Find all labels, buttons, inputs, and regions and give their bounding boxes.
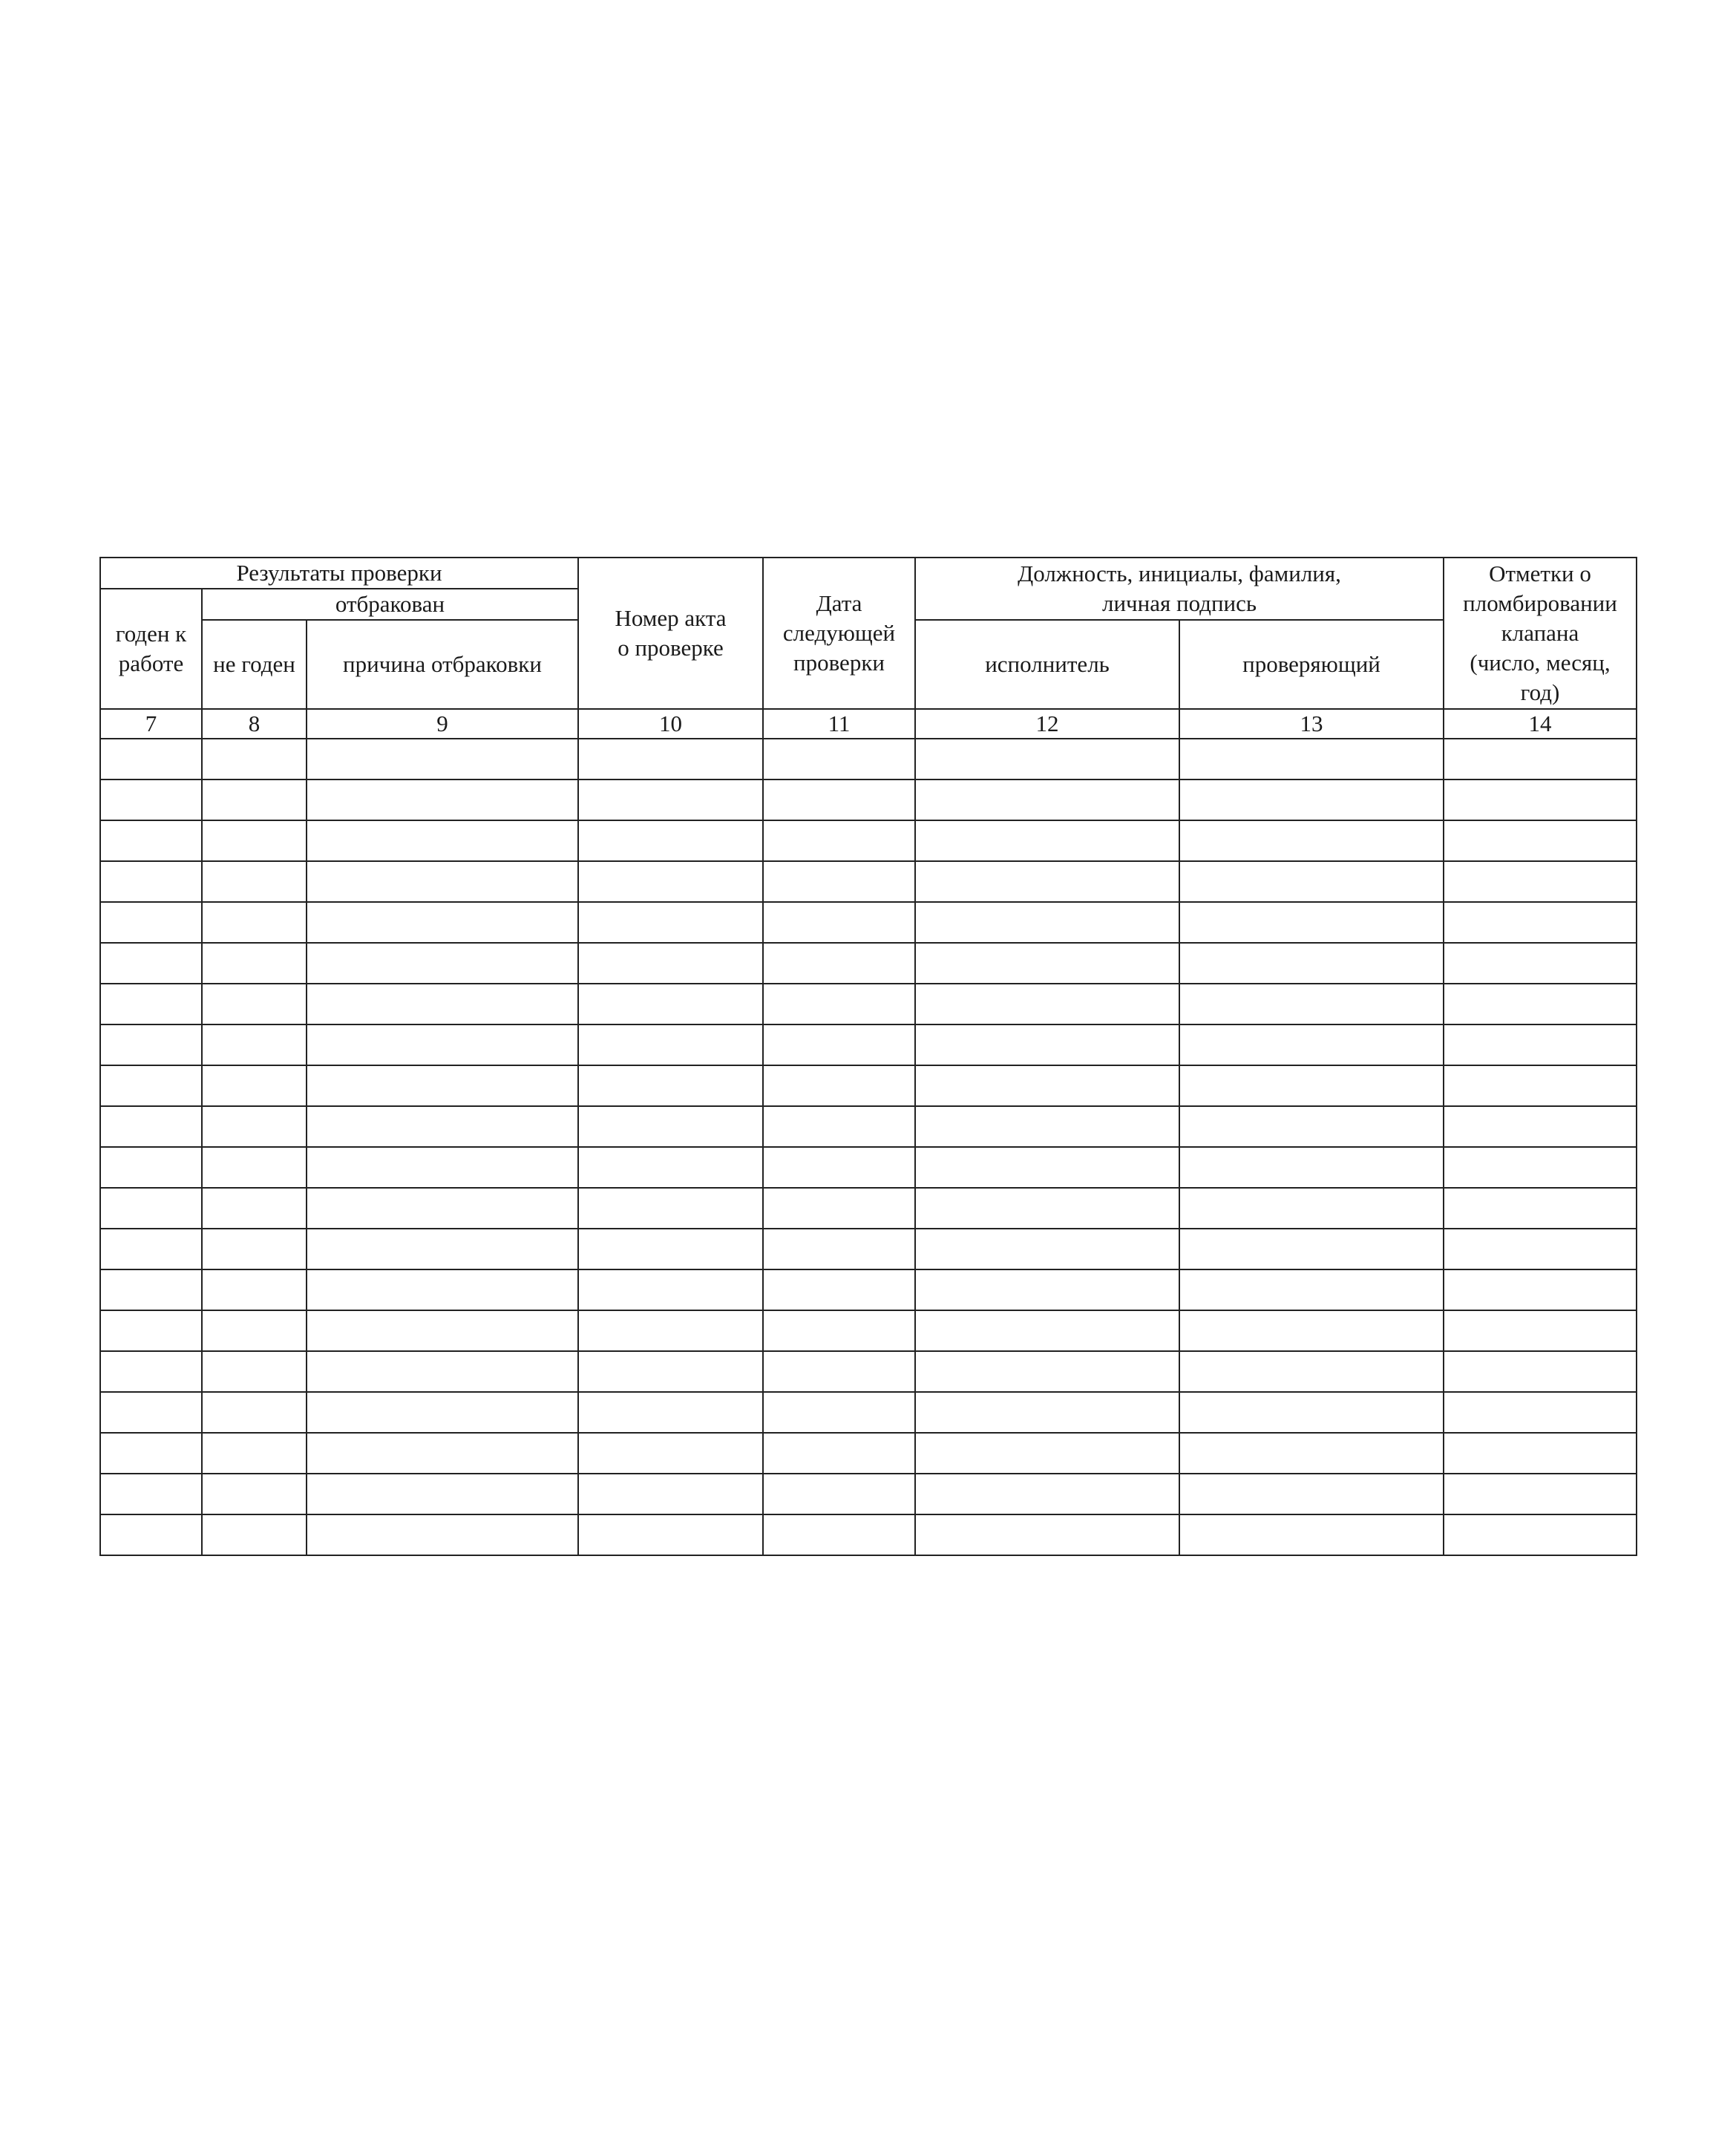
column-number: 7	[100, 709, 202, 739]
empty-cell[interactable]	[1179, 1392, 1444, 1433]
empty-cell[interactable]	[763, 1351, 915, 1392]
table-row	[100, 1351, 1637, 1392]
empty-cell[interactable]	[1444, 1147, 1637, 1188]
empty-cell[interactable]	[1444, 1351, 1637, 1392]
column-number: 9	[307, 709, 578, 739]
empty-cell[interactable]	[307, 1229, 578, 1269]
empty-cell[interactable]	[202, 1024, 307, 1065]
empty-cell[interactable]	[307, 1269, 578, 1310]
empty-cell[interactable]	[915, 1188, 1179, 1229]
empty-cell[interactable]	[763, 1106, 915, 1147]
empty-cell[interactable]	[578, 861, 763, 902]
empty-cell[interactable]	[307, 1514, 578, 1555]
empty-cell[interactable]	[763, 1310, 915, 1351]
empty-cell[interactable]	[307, 861, 578, 902]
table-row	[100, 1269, 1637, 1310]
empty-cell[interactable]	[763, 861, 915, 902]
empty-cell[interactable]	[763, 1229, 915, 1269]
empty-cell[interactable]	[578, 780, 763, 820]
column-number: 14	[1444, 709, 1637, 739]
empty-cell[interactable]	[1179, 902, 1444, 943]
empty-cell[interactable]	[100, 1065, 202, 1106]
empty-cell[interactable]	[307, 1351, 578, 1392]
empty-cell[interactable]	[578, 820, 763, 861]
header-position-group: Должность, инициалы, фамилия, личная подпись	[915, 558, 1444, 620]
column-number: 12	[915, 709, 1179, 739]
table-row	[100, 1147, 1637, 1188]
empty-cell[interactable]	[578, 1188, 763, 1229]
empty-cell[interactable]	[307, 739, 578, 780]
header-inspector: проверяющий	[1179, 620, 1444, 709]
empty-cell[interactable]	[307, 1433, 578, 1474]
header-unfit: не годен	[202, 620, 307, 709]
empty-cell[interactable]	[915, 739, 1179, 780]
empty-cell[interactable]	[915, 1024, 1179, 1065]
empty-cell[interactable]	[763, 1147, 915, 1188]
empty-cell[interactable]	[202, 1514, 307, 1555]
empty-cell[interactable]	[100, 1147, 202, 1188]
table-row	[100, 984, 1637, 1024]
empty-cell[interactable]	[100, 1229, 202, 1269]
column-number: 8	[202, 709, 307, 739]
empty-cell[interactable]	[578, 1269, 763, 1310]
empty-cell[interactable]	[307, 1474, 578, 1514]
empty-cell[interactable]	[202, 1433, 307, 1474]
empty-cell[interactable]	[578, 1474, 763, 1514]
empty-cell[interactable]	[202, 1351, 307, 1392]
table-row	[100, 902, 1637, 943]
table-row	[100, 820, 1637, 861]
table-row	[100, 1024, 1637, 1065]
empty-cell[interactable]	[1444, 984, 1637, 1024]
empty-cell[interactable]	[307, 1188, 578, 1229]
empty-cell[interactable]	[307, 780, 578, 820]
empty-cell[interactable]	[1444, 820, 1637, 861]
empty-cell[interactable]	[1444, 1229, 1637, 1269]
empty-cell[interactable]	[1444, 780, 1637, 820]
header-rejected: отбракован	[202, 589, 578, 620]
empty-cell[interactable]	[1444, 1433, 1637, 1474]
empty-cell[interactable]	[578, 1229, 763, 1269]
empty-cell[interactable]	[1179, 943, 1444, 984]
empty-cell[interactable]	[100, 820, 202, 861]
empty-cell[interactable]	[1179, 1351, 1444, 1392]
empty-cell[interactable]	[915, 1433, 1179, 1474]
table-row	[100, 1188, 1637, 1229]
empty-cell[interactable]	[763, 739, 915, 780]
empty-cell[interactable]	[100, 1351, 202, 1392]
empty-cell[interactable]	[100, 902, 202, 943]
header-reject-reason: причина отбраковки	[307, 620, 578, 709]
header-results: Результаты проверки	[100, 558, 578, 589]
empty-cell[interactable]	[915, 1106, 1179, 1147]
table-row	[100, 1106, 1637, 1147]
table-row	[100, 943, 1637, 984]
empty-cell[interactable]	[100, 1474, 202, 1514]
empty-cell[interactable]	[578, 1147, 763, 1188]
empty-cell[interactable]	[202, 1392, 307, 1433]
empty-cell[interactable]	[1179, 1433, 1444, 1474]
table-row	[100, 1514, 1637, 1555]
empty-cell[interactable]	[763, 1065, 915, 1106]
empty-cell[interactable]	[915, 820, 1179, 861]
empty-cell[interactable]	[307, 1392, 578, 1433]
empty-cell[interactable]	[763, 780, 915, 820]
empty-cell[interactable]	[100, 1024, 202, 1065]
empty-cell[interactable]	[100, 1310, 202, 1351]
empty-cell[interactable]	[100, 780, 202, 820]
empty-cell[interactable]	[1179, 1269, 1444, 1310]
empty-cell[interactable]	[763, 1392, 915, 1433]
table-row	[100, 739, 1637, 780]
empty-cell[interactable]	[578, 1310, 763, 1351]
empty-cell[interactable]	[915, 1392, 1179, 1433]
empty-cell[interactable]	[578, 943, 763, 984]
empty-cell[interactable]	[763, 1433, 915, 1474]
empty-cell[interactable]	[915, 1310, 1179, 1351]
empty-cell[interactable]	[307, 820, 578, 861]
empty-cell[interactable]	[307, 1024, 578, 1065]
empty-cell[interactable]	[915, 1351, 1179, 1392]
column-number: 10	[578, 709, 763, 739]
empty-cell[interactable]	[100, 1392, 202, 1433]
empty-cell[interactable]	[100, 984, 202, 1024]
empty-cell[interactable]	[100, 943, 202, 984]
empty-cell[interactable]	[1444, 902, 1637, 943]
empty-cell[interactable]	[307, 943, 578, 984]
empty-cell[interactable]	[915, 1474, 1179, 1514]
empty-cell[interactable]	[202, 820, 307, 861]
empty-cell[interactable]	[915, 943, 1179, 984]
empty-cell[interactable]	[763, 943, 915, 984]
empty-cell[interactable]	[763, 902, 915, 943]
empty-cell[interactable]	[1444, 1392, 1637, 1433]
empty-cell[interactable]	[202, 1310, 307, 1351]
empty-cell[interactable]	[1444, 1269, 1637, 1310]
table-row	[100, 780, 1637, 820]
empty-cell[interactable]	[1444, 1310, 1637, 1351]
empty-cell[interactable]	[1444, 1188, 1637, 1229]
empty-cell[interactable]	[578, 739, 763, 780]
empty-cell[interactable]	[763, 1474, 915, 1514]
empty-cell[interactable]	[100, 739, 202, 780]
column-number: 13	[1179, 709, 1444, 739]
empty-cell[interactable]	[1179, 1106, 1444, 1147]
empty-cell[interactable]	[578, 984, 763, 1024]
empty-cell[interactable]	[1444, 1514, 1637, 1555]
empty-cell[interactable]	[578, 1514, 763, 1555]
empty-cell[interactable]	[202, 902, 307, 943]
column-number-row	[100, 709, 1637, 739]
empty-cell[interactable]	[1179, 1065, 1444, 1106]
table-row	[100, 1433, 1637, 1474]
empty-cell[interactable]	[578, 1024, 763, 1065]
empty-cell[interactable]	[100, 1514, 202, 1555]
empty-cell[interactable]	[202, 780, 307, 820]
header-fit: годен к работе	[100, 589, 202, 709]
empty-cell[interactable]	[307, 902, 578, 943]
column-number: 11	[763, 709, 915, 739]
empty-cell[interactable]	[1179, 739, 1444, 780]
empty-cell[interactable]	[1179, 1024, 1444, 1065]
empty-cell[interactable]	[915, 1269, 1179, 1310]
table-row	[100, 1392, 1637, 1433]
empty-cell[interactable]	[100, 1106, 202, 1147]
empty-cell[interactable]	[202, 943, 307, 984]
empty-cell[interactable]	[1179, 1188, 1444, 1229]
empty-cell[interactable]	[1179, 780, 1444, 820]
empty-cell[interactable]	[1444, 1106, 1637, 1147]
empty-cell[interactable]	[1179, 1474, 1444, 1514]
empty-cell[interactable]	[915, 1514, 1179, 1555]
empty-cell[interactable]	[307, 1106, 578, 1147]
empty-cell[interactable]	[202, 1147, 307, 1188]
empty-cell[interactable]	[202, 1269, 307, 1310]
empty-cell[interactable]	[915, 1147, 1179, 1188]
empty-cell[interactable]	[100, 1188, 202, 1229]
empty-cell[interactable]	[1179, 1229, 1444, 1269]
empty-cell[interactable]	[202, 1229, 307, 1269]
empty-cell[interactable]	[763, 984, 915, 1024]
empty-cell[interactable]	[1179, 861, 1444, 902]
empty-cell[interactable]	[307, 984, 578, 1024]
empty-cell[interactable]	[202, 984, 307, 1024]
header-executor: исполнитель	[915, 620, 1179, 709]
empty-cell[interactable]	[202, 861, 307, 902]
empty-cell[interactable]	[578, 1065, 763, 1106]
empty-cell[interactable]	[915, 984, 1179, 1024]
empty-cell[interactable]	[915, 861, 1179, 902]
empty-cell[interactable]	[307, 1147, 578, 1188]
header-sealing: Отметки о пломбировании клапана (число, месяц, год)	[1444, 558, 1637, 709]
empty-cell[interactable]	[1179, 820, 1444, 861]
empty-cell[interactable]	[578, 902, 763, 943]
inspection-log-table	[99, 557, 1637, 1556]
empty-cell[interactable]	[915, 780, 1179, 820]
header-next-date: Дата следующей проверки	[763, 558, 915, 709]
empty-cell[interactable]	[202, 739, 307, 780]
empty-cell[interactable]	[763, 1269, 915, 1310]
empty-cell[interactable]	[763, 1188, 915, 1229]
header-act-number: Номер акта о проверке	[578, 558, 763, 709]
table-row	[100, 1229, 1637, 1269]
empty-cell[interactable]	[1179, 984, 1444, 1024]
empty-cell[interactable]	[578, 1351, 763, 1392]
empty-cell[interactable]	[915, 1065, 1179, 1106]
empty-cell[interactable]	[763, 1024, 915, 1065]
empty-cell[interactable]	[202, 1474, 307, 1514]
table-row	[100, 1065, 1637, 1106]
empty-cell[interactable]	[100, 1269, 202, 1310]
empty-cell[interactable]	[1444, 1474, 1637, 1514]
empty-cell[interactable]	[100, 861, 202, 902]
empty-cell[interactable]	[307, 1065, 578, 1106]
empty-cell[interactable]	[100, 1433, 202, 1474]
empty-cell[interactable]	[1444, 1024, 1637, 1065]
empty-cell[interactable]	[202, 1065, 307, 1106]
empty-cell[interactable]	[1444, 739, 1637, 780]
empty-cell[interactable]	[1179, 1514, 1444, 1555]
empty-cell[interactable]	[915, 902, 1179, 943]
empty-cell[interactable]	[578, 1433, 763, 1474]
table-row	[100, 861, 1637, 902]
empty-cell[interactable]	[763, 1514, 915, 1555]
empty-cell[interactable]	[1444, 1065, 1637, 1106]
table-row	[100, 1474, 1637, 1514]
empty-cell[interactable]	[578, 1392, 763, 1433]
empty-cell[interactable]	[1444, 943, 1637, 984]
empty-cell[interactable]	[578, 1106, 763, 1147]
table-row	[100, 1310, 1637, 1351]
empty-cell[interactable]	[763, 820, 915, 861]
empty-cell[interactable]	[202, 1188, 307, 1229]
empty-cell[interactable]	[1179, 1310, 1444, 1351]
empty-cell[interactable]	[307, 1310, 578, 1351]
empty-cell[interactable]	[1444, 861, 1637, 902]
empty-cell[interactable]	[1179, 1147, 1444, 1188]
empty-cell[interactable]	[915, 1229, 1179, 1269]
empty-cell[interactable]	[202, 1106, 307, 1147]
